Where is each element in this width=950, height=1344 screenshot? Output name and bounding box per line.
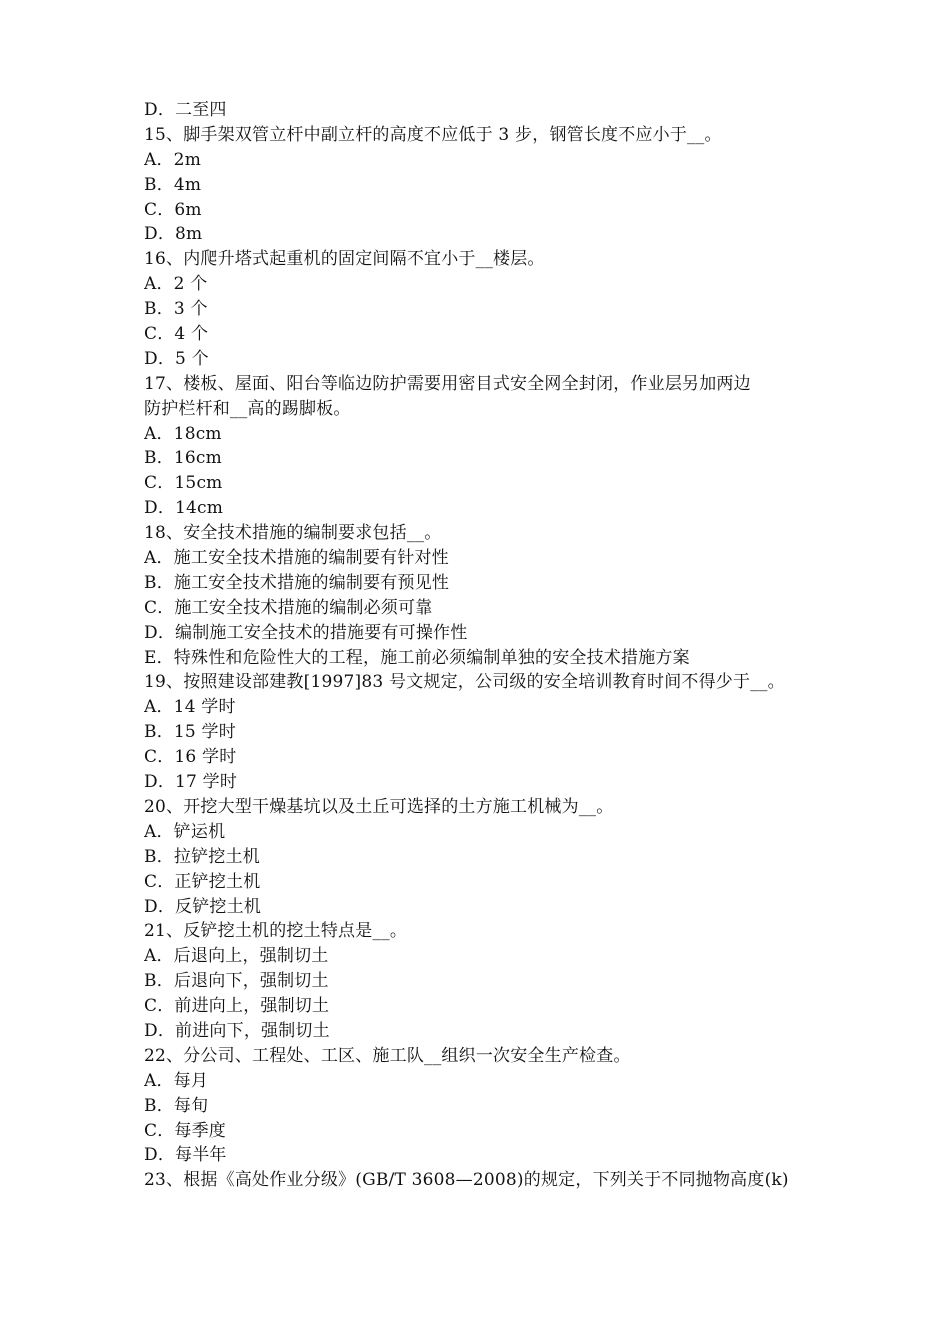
option-line: C．每季度 [144,1120,227,1141]
option-line: A．14 学时 [144,697,236,718]
option-line: C．6m [144,199,202,220]
question-16: 16、内爬升塔式起重机的固定间隔不宜小于__楼层。 [144,249,545,270]
option-line: C．15cm [144,473,223,494]
option-line: E．特殊性和危险性大的工程，施工前必须编制单独的安全技术措施方案 [144,647,690,668]
option-line: D．二至四 [144,100,227,120]
option-line: B．每旬 [144,1095,209,1116]
document-text [144,98,824,1193]
option-line: A．铲运机 [144,821,226,842]
question-20: 20、开挖大型干燥基坑以及土丘可选择的土方施工机械为__。 [144,796,614,817]
option-line: B．施工安全技术措施的编制要有预见性 [144,572,450,593]
option-line: A．2m [144,149,202,170]
question-23: 23、根据《高处作业分级》(GB/T 3608—2008)的规定，下列关于不同抛物高度(k) [144,1170,789,1191]
option-line: B．后退向下，强制切土 [144,971,329,992]
option-line: C．前进向上，强制切土 [144,996,330,1017]
question-22: 22、分公司、工程处、工区、施工队__组织一次安全生产检查。 [144,1045,631,1066]
option-line: D．每半年 [144,1145,227,1166]
question-21: 21、反铲挖土机的挖土特点是__。 [144,921,408,942]
option-line: A．2 个 [144,274,208,295]
option-line: B．16cm [144,448,222,469]
option-line: A．每月 [144,1070,209,1091]
option-line: A．后退向上，强制切土 [144,946,329,967]
option-line: C．16 学时 [144,747,237,768]
option-line: B．拉铲挖土机 [144,846,260,867]
option-line: A．18cm [144,423,222,444]
option-line: B．3 个 [144,299,208,320]
option-line: D．14cm [144,498,224,519]
option-line: D．编制施工安全技术的措施要有可操作性 [144,622,468,643]
option-line: C．4 个 [144,324,209,345]
option-line: D．5 个 [144,348,209,369]
option-line: D．8m [144,224,203,245]
option-line: B．4m [144,174,202,195]
option-line: D．前进向下，强制切土 [144,1020,330,1041]
question-15: 15、脚手架双管立杆中副立杆的高度不应低于 3 步，钢管长度不应小于__。 [144,124,722,145]
option-line: C．正铲挖土机 [144,871,261,892]
option-line: D．反铲挖土机 [144,896,262,917]
question-17-continued: 防护栏杆和__高的踢脚板。 [144,398,351,419]
option-line: C．施工安全技术措施的编制必须可靠 [144,597,433,618]
option-line: A．施工安全技术措施的编制要有针对性 [144,548,449,569]
question-18: 18、安全技术措施的编制要求包括__。 [144,523,442,544]
option-line: B．15 学时 [144,722,236,743]
question-17: 17、楼板、屋面、阳台等临边防护需要用密目式安全网全封闭，作业层另加两边 [144,373,751,394]
option-line: D．17 学时 [144,772,238,793]
question-19: 19、按照建设部建教[1997]83 号文规定，公司级的安全培训教育时间不得少于__。 [144,672,785,693]
